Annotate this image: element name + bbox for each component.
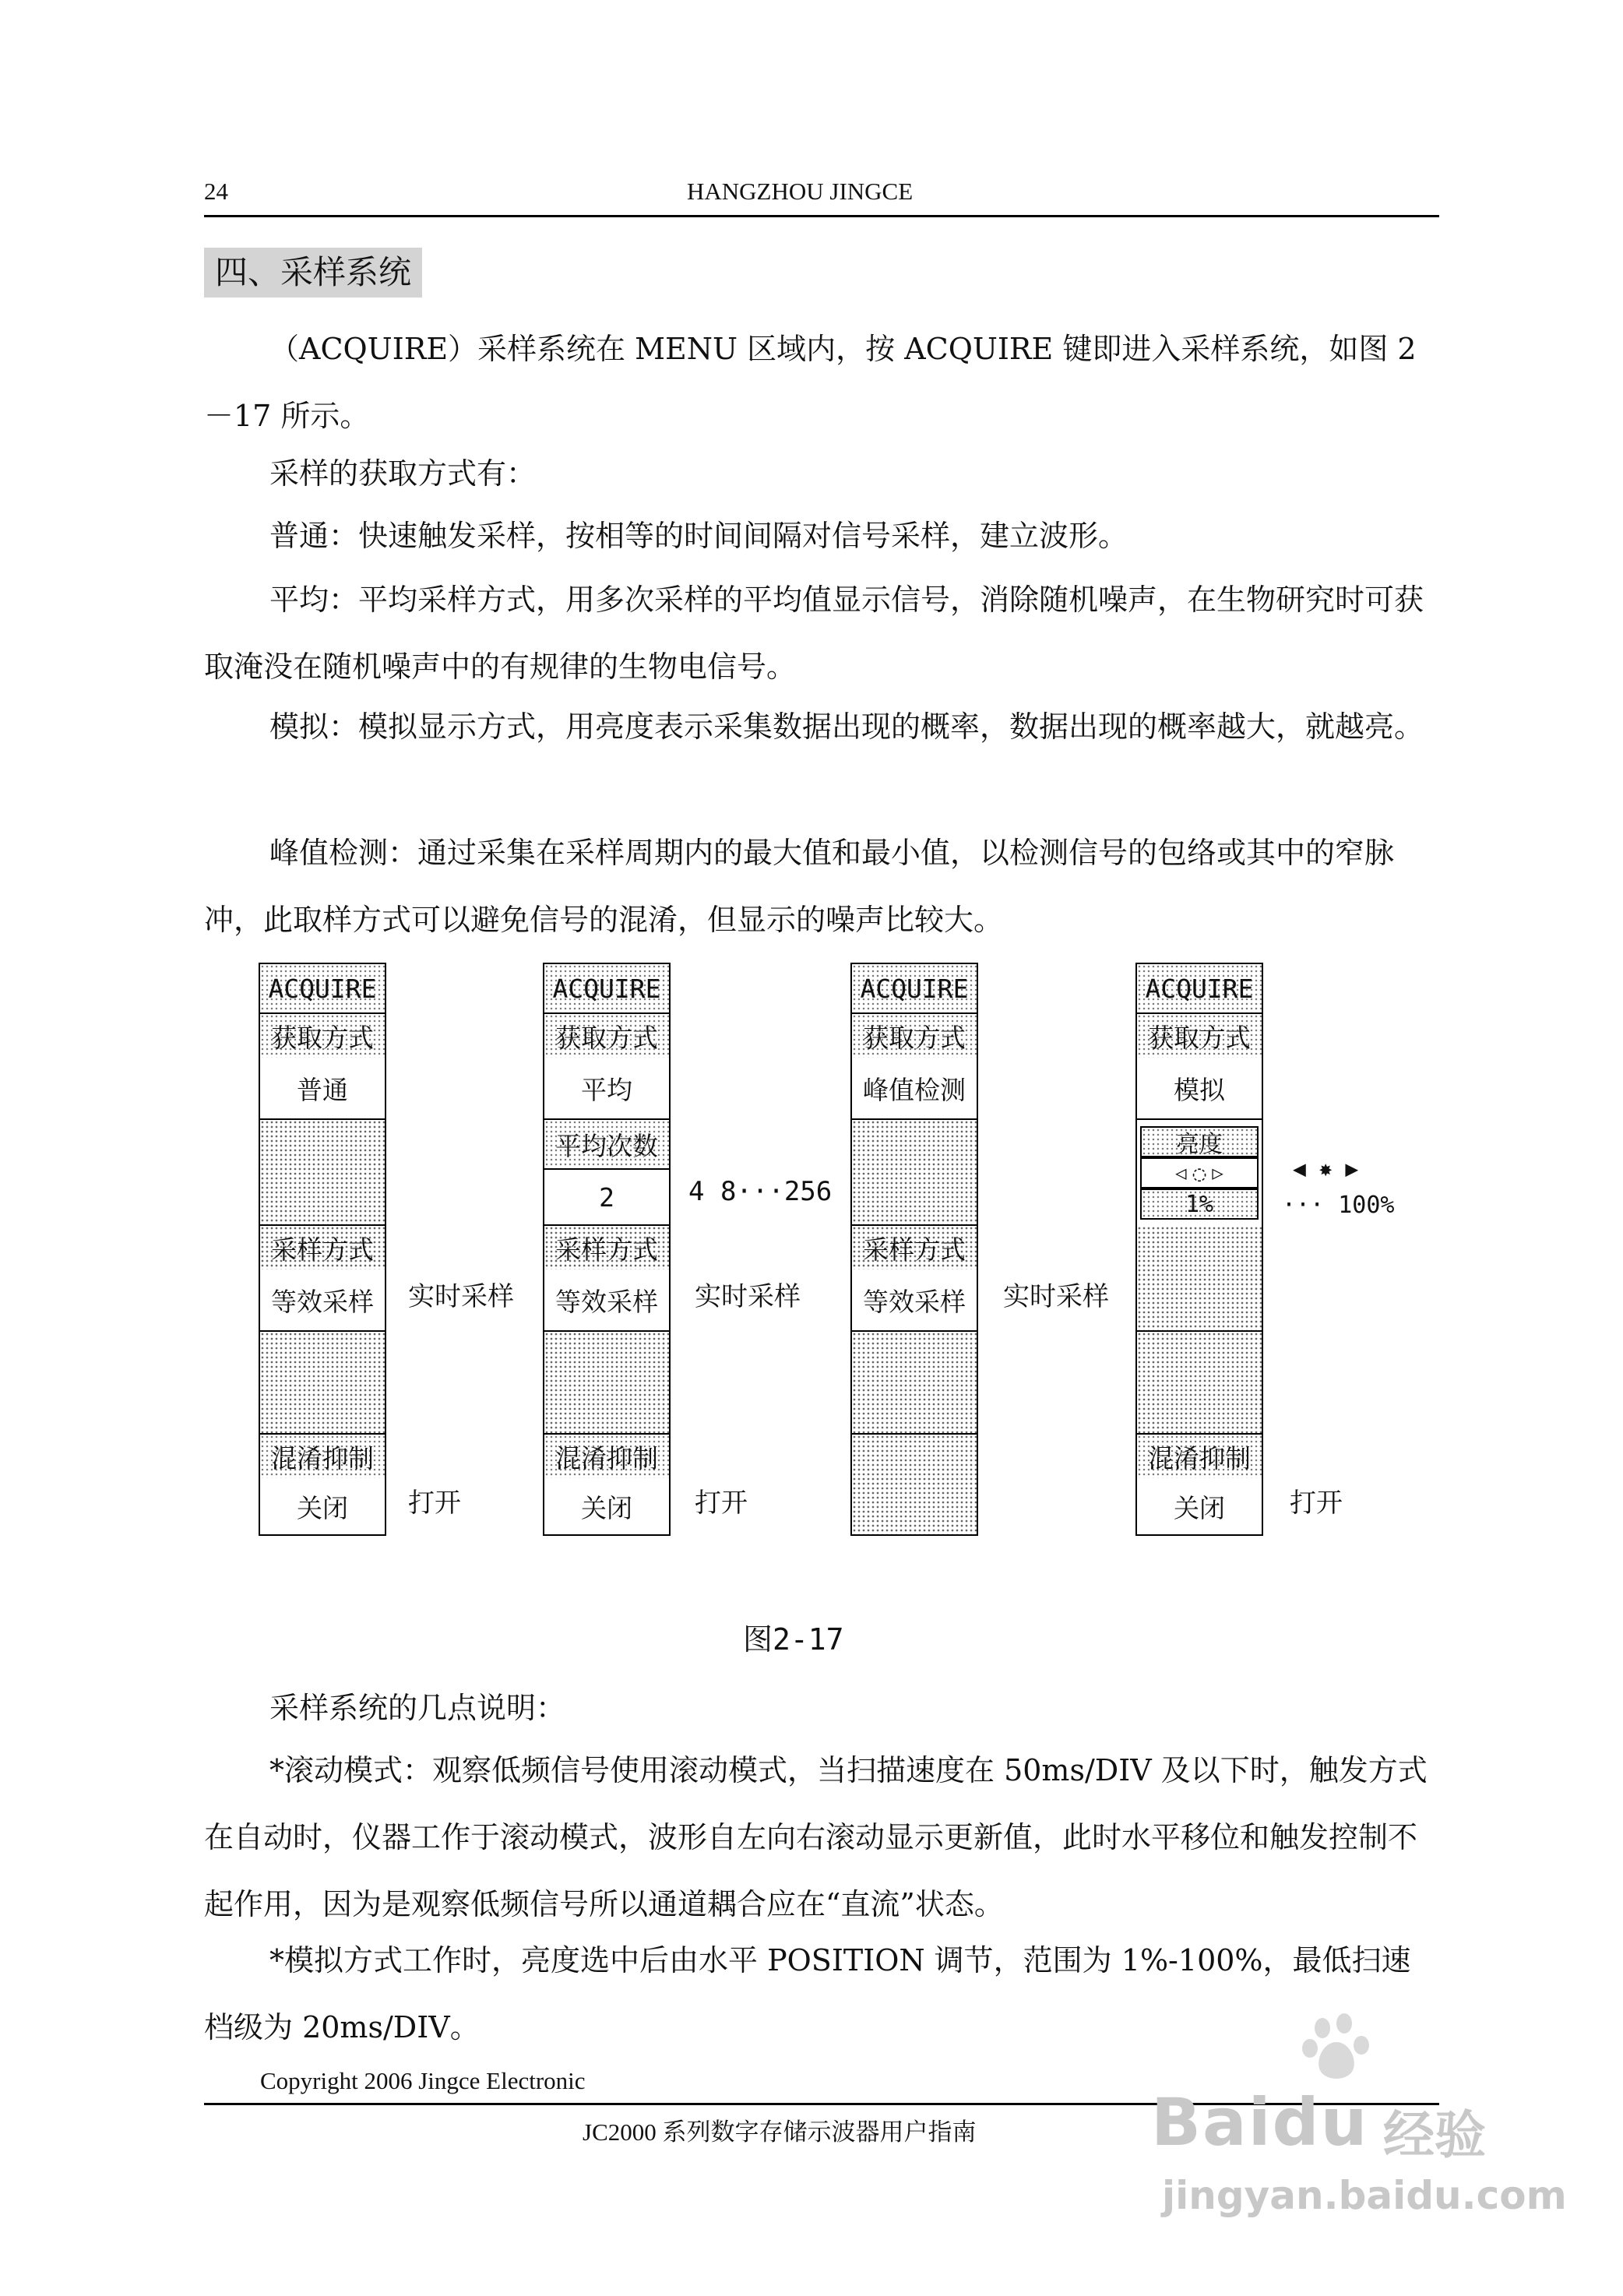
mode-label: 获取方式 [260, 1014, 385, 1058]
sample-alt-option: 实时采样 [695, 1281, 801, 1312]
brightness-adjust-icon: ◀ ✸ ▶ [1293, 1156, 1359, 1181]
paragraph-normal: 普通：快速触发采样，按相等的时间间隔对信号采样，建立波形。 [269, 519, 1128, 553]
header-rule [204, 215, 1439, 217]
alias-value[interactable]: 关闭 [581, 1492, 632, 1523]
right-arrow-icon: ▷ [1212, 1162, 1223, 1184]
mode-value[interactable]: 峰值检测 [852, 1058, 977, 1120]
footer-manual-title: JC2000 系列数字存储示波器用户指南 [583, 2118, 977, 2146]
empty-slot [260, 1332, 385, 1435]
avg-count-value[interactable]: 2 [544, 1170, 669, 1226]
acquire-menu-peak [850, 963, 978, 1536]
empty-slot [1137, 1332, 1262, 1435]
paragraph-average: 平均：平均采样方式，用多次采样的平均值显示信号，消除随机噪声，在生物研究时可获取淹没在随机噪声中的有规律的生物电信号。 [204, 583, 1424, 684]
left-arrow-icon: ◁ [1175, 1162, 1187, 1184]
mode-value[interactable]: 普通 [260, 1058, 385, 1120]
brightness-knob[interactable] [1140, 1157, 1259, 1188]
acquire-menu-normal [259, 963, 386, 1536]
paragraph-peak-detect: 峰值检测：通过采集在采样周期内的最大值和最小值，以检测信号的包络或其中的窄脉冲，此取样方式可以避免信号的混淆，但显示的噪声比较大。 [204, 836, 1395, 937]
menu-title: ACQUIRE [260, 964, 385, 1014]
sample-value[interactable]: 等效采样 [260, 1269, 385, 1332]
alias-alt-option: 打开 [408, 1488, 461, 1519]
paragraph-modes-intro: 采样的获取方式有： [269, 456, 537, 491]
empty-slot [852, 1332, 977, 1435]
sample-label: 采样方式 [852, 1226, 977, 1269]
empty-slot [1137, 1226, 1262, 1332]
section-title: 四、采样系统 [204, 248, 422, 298]
mode-label: 获取方式 [852, 1014, 977, 1058]
baidu-brand-left: Bai [1151, 2084, 1273, 2160]
baidu-brand-right: du [1272, 2084, 1369, 2160]
menu-title: ACQUIRE [544, 964, 669, 1014]
acquire-menu-analog [1135, 963, 1263, 1536]
alias-label: 混淆抑制 [260, 1435, 385, 1478]
baidu-brand-cn: 经验 [1383, 2105, 1486, 2165]
empty-slot [852, 1435, 977, 1534]
footer-copyright: Copyright 2006 Jingce Electronic [260, 2067, 586, 2094]
header-company: HANGZHOU JINGCE [687, 178, 914, 205]
watermark-url: jingyan.baidu.com [1162, 2173, 1567, 2218]
sample-alt-option: 实时采样 [408, 1281, 514, 1312]
empty-slot [544, 1332, 669, 1435]
alias-value[interactable]: 关闭 [297, 1492, 348, 1523]
menu-title: ACQUIRE [1137, 964, 1262, 1014]
knob-icon: ◌ [1192, 1160, 1206, 1186]
page-number: 24 [204, 178, 228, 205]
sample-value[interactable]: 等效采样 [852, 1269, 977, 1332]
paragraph-analog: 模拟：模拟显示方式，用亮度表示采集数据出现的概率，数据出现的概率越大，就越亮。 [269, 710, 1424, 744]
brightness-group [1137, 1120, 1262, 1226]
note-scroll-mode: *滚动模式：观察低频信号使用滚动模式，当扫描速度在 50ms/DIV 及以下时，触发方式在自动时，仪器工作于滚动模式，波形自左向右滚动显示更新值，此时水平移位和触发控制不起作用，因为是观察低频信号所以通道耦合应在“直流”状态。 [204, 1753, 1428, 1921]
brightness-range: ··· 100% [1282, 1192, 1395, 1219]
alias-alt-option: 打开 [1290, 1488, 1343, 1519]
sample-value[interactable]: 等效采样 [544, 1269, 669, 1332]
avg-count-label: 平均次数 [544, 1120, 669, 1170]
mode-label: 获取方式 [1137, 1014, 1262, 1058]
sample-label: 采样方式 [544, 1226, 669, 1269]
empty-slot [260, 1120, 385, 1226]
sample-alt-option: 实时采样 [1003, 1281, 1109, 1312]
alias-alt-option: 打开 [695, 1488, 748, 1519]
mode-value[interactable]: 平均 [544, 1058, 669, 1120]
menu-title: ACQUIRE [852, 964, 977, 1014]
avg-count-options: 4 8···256 [688, 1176, 833, 1207]
figure-caption: 图2-17 [743, 1622, 844, 1657]
acquire-menu-average [543, 963, 671, 1536]
brightness-value[interactable]: 1% [1140, 1188, 1259, 1220]
alias-label: 混淆抑制 [544, 1435, 669, 1478]
alias-value[interactable]: 关闭 [1174, 1492, 1225, 1523]
paw-logo-icon [1299, 2011, 1374, 2086]
alias-label: 混淆抑制 [1137, 1435, 1262, 1478]
notes-intro: 采样系统的几点说明： [269, 1691, 566, 1725]
mode-label: 获取方式 [544, 1014, 669, 1058]
brightness-label: 亮度 [1140, 1126, 1259, 1157]
paragraph-intro: （ACQUIRE）采样系统在 MENU 区域内，按 ACQUIRE 键即进入采样系统，如图 2－17 所示。 [204, 332, 1417, 433]
note-analog-mode: *模拟方式工作时，亮度选中后由水平 POSITION 调节，范围为 1%-100%，最低扫速档级为 20ms/DIV。 [204, 1943, 1411, 2044]
sample-label: 采样方式 [260, 1226, 385, 1269]
mode-value[interactable]: 模拟 [1137, 1058, 1262, 1120]
empty-slot [852, 1120, 977, 1226]
